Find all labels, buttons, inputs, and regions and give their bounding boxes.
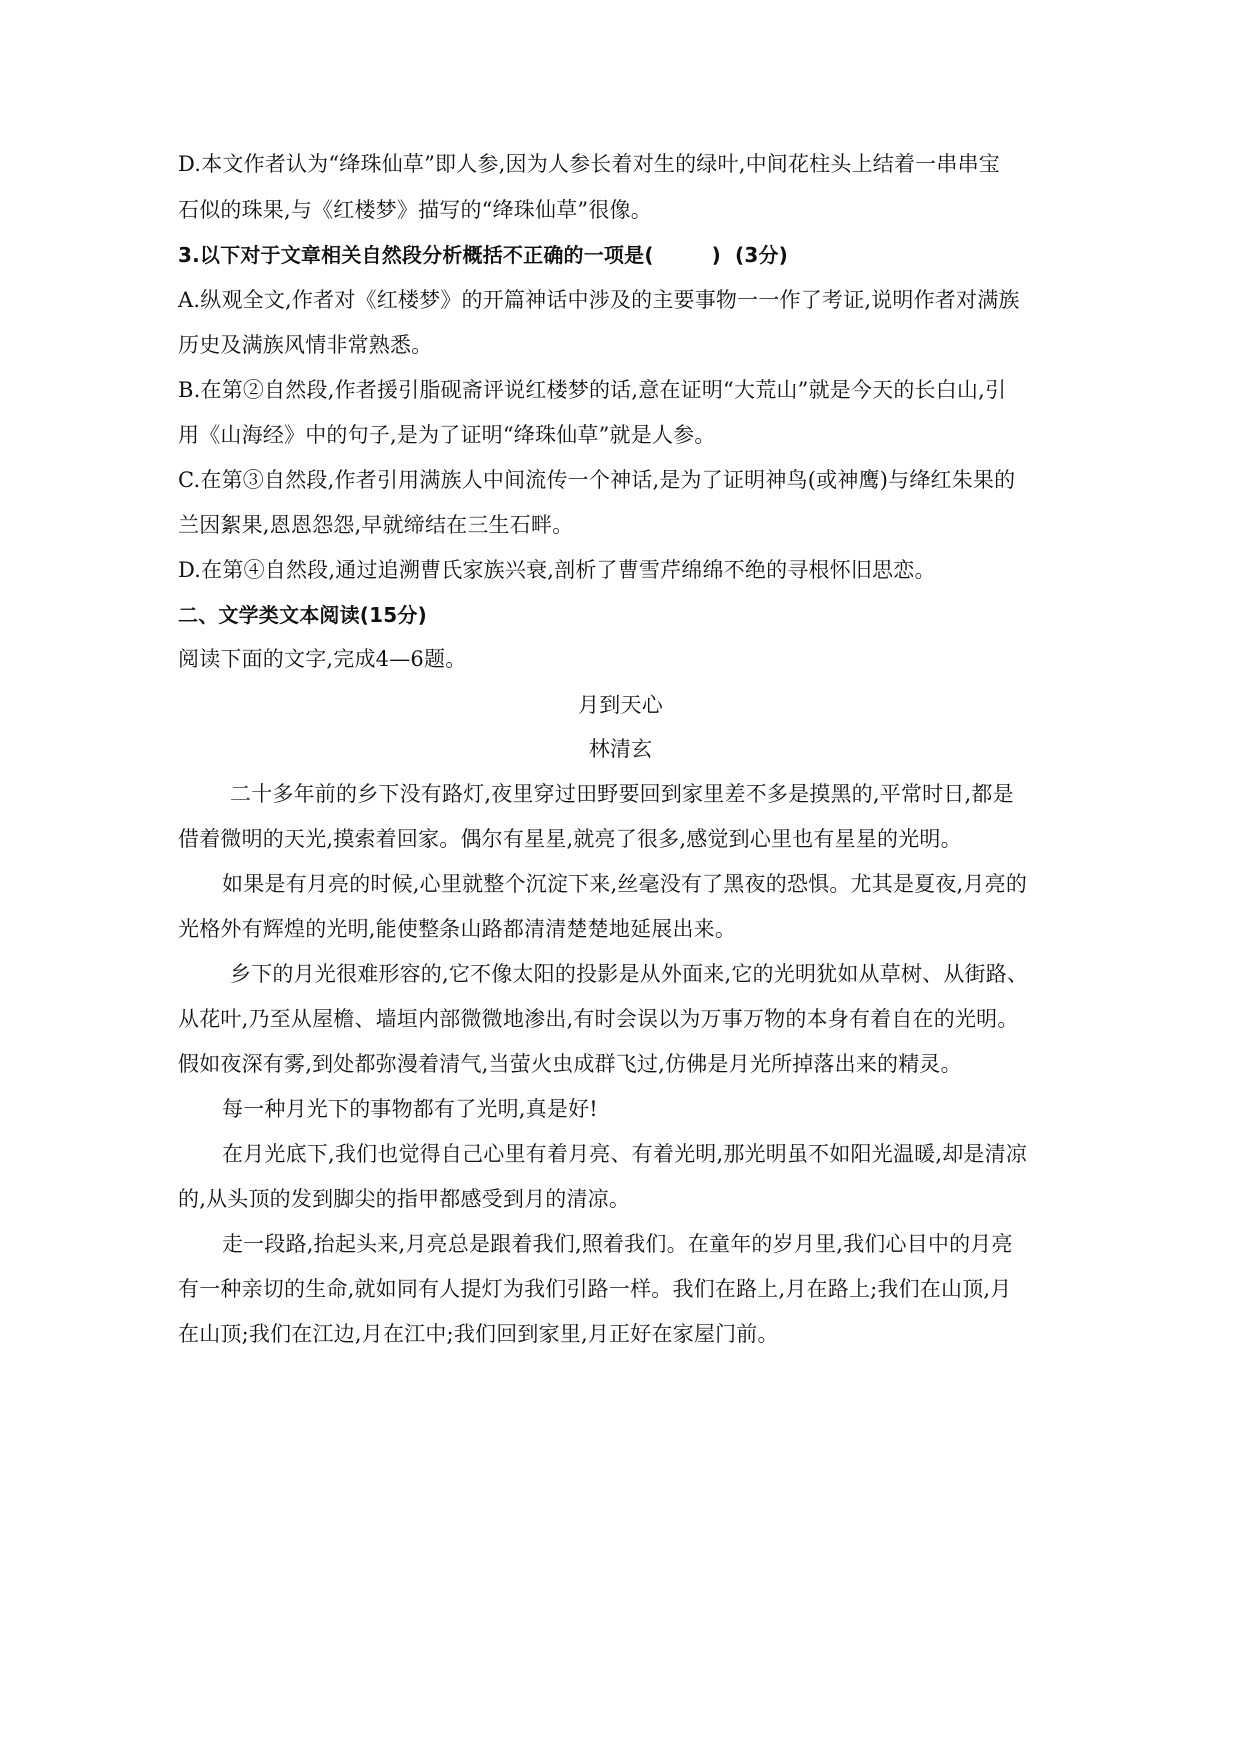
- q3-stem-prefix: 3.以下对于文章相关自然段分析概括不正确的一项是(: [178, 243, 654, 267]
- article-line: 每一种月光下的事物都有了光明,真是好!: [222, 1097, 598, 1121]
- q3-option-a-line1: A.纵观全文,作者对《红楼梦》的开篇神话中涉及的主要事物一一作了考证,说明作者对满族: [178, 288, 1020, 312]
- article-line: 借着微明的天光,摸索着回家。偶尔有星星,就亮了很多,感觉到心里也有星星的光明。: [178, 827, 962, 851]
- article-author: 林清玄: [588, 737, 653, 761]
- q3-stem: [178, 241, 788, 269]
- q3-option-a-line2: 历史及满族风情非常熟悉。: [178, 333, 433, 357]
- article-line: 二十多年前的乡下没有路灯,夜里穿过田野要回到家里差不多是摸黑的,平常时日,都是: [230, 782, 1014, 806]
- q3-option-c-line2: 兰因絮果,恩恩怨怨,早就缔结在三生石畔。: [178, 513, 574, 537]
- q3-option-d-line1: D.在第④自然段,通过追溯曹氏家族兴衰,剖析了曹雪芹绵绵不绝的寻根怀旧思恋。: [178, 558, 936, 582]
- q2-option-d-line2: 石似的珠果,与《红楼梦》描写的“绛珠仙草”很像。: [178, 198, 652, 222]
- article-line: 从花叶,乃至从屋檐、墙垣内部微微地渗出,有时会误以为万事万物的本身有着自在的光明。: [178, 1007, 1019, 1031]
- article-line: 在山顶;我们在江边,月在江中;我们回到家里,月正好在家屋门前。: [178, 1322, 779, 1346]
- q3-stem-suffix: ): [711, 243, 721, 267]
- q3-option-c-line1: C.在第③自然段,作者引用满族人中间流传一个神话,是为了证明神鸟(或神鹰)与绛红朱果的: [178, 468, 1016, 492]
- q3-option-b-line2: 用《山海经》中的句子,是为了证明“绛珠仙草”就是人参。: [178, 423, 716, 447]
- q3-option-b-line1: B.在第②自然段,作者援引脂砚斋评说红楼梦的话,意在证明“大荒山”就是今天的长白山,引: [178, 378, 1007, 402]
- article-title: 月到天心: [578, 693, 663, 717]
- q2-option-d-line1: D.本文作者认为“绛珠仙草”即人参,因为人参长着对生的绿叶,中间花柱头上结着一串串宝: [178, 152, 1000, 176]
- q3-score: (3分): [735, 243, 788, 267]
- article-line: 乡下的月光很难形容的,它不像太阳的投影是从外面来,它的光明犹如从草树、从街路、: [230, 962, 1029, 986]
- article-line: 如果是有月亮的时候,心里就整个沉淀下来,丝毫没有了黑夜的恐惧。尤其是夏夜,月亮的: [222, 872, 1028, 896]
- section-instruction: 阅读下面的文字,完成4—6题。: [178, 647, 467, 671]
- article-line: 有一种亲切的生命,就如同有人提灯为我们引路一样。我们在路上,月在路上;我们在山顶,月: [178, 1277, 1012, 1301]
- article-line: 走一段路,抬起头来,月亮总是跟着我们,照着我们。在童年的岁月里,我们心目中的月亮: [222, 1232, 1013, 1256]
- article-line: 光格外有辉煌的光明,能使整条山路都清清楚楚地延展出来。: [178, 917, 737, 941]
- section-heading: 二、文学类文本阅读(15分): [178, 603, 427, 627]
- article-line: 的,从头顶的发到脚尖的指甲都感受到月的清凉。: [178, 1187, 631, 1211]
- article-line: 假如夜深有雾,到处都弥漫着清气,当萤火虫成群飞过,仿佛是月光所掉落出来的精灵。: [178, 1052, 962, 1076]
- article-line: 在月光底下,我们也觉得自己心里有着月亮、有着光明,那光明虽不如阳光温暖,却是清凉: [222, 1142, 1028, 1166]
